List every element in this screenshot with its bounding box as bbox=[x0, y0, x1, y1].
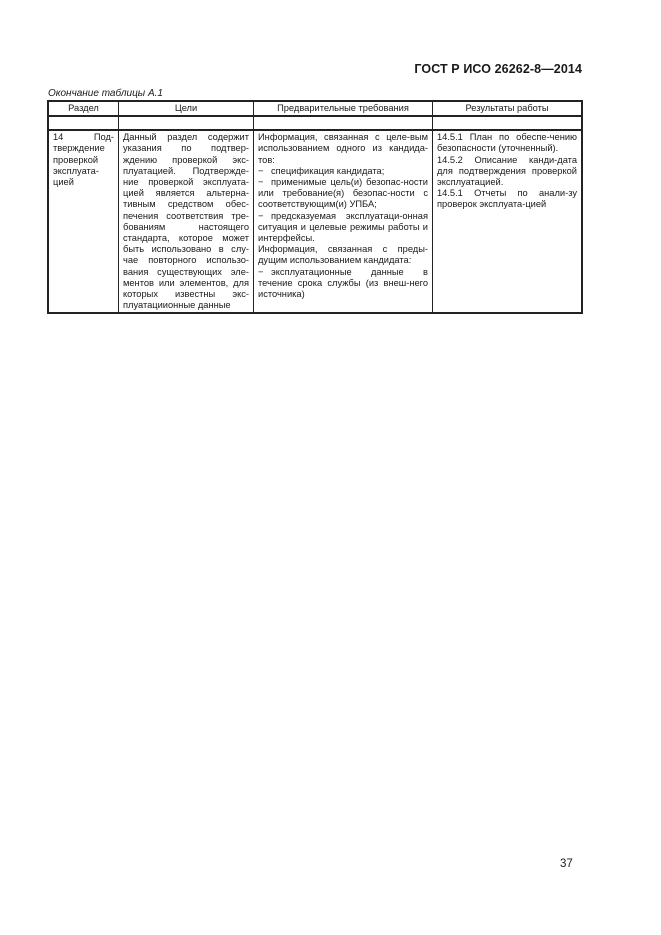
column-header-goals: Цели bbox=[119, 101, 254, 116]
requirements-table bbox=[47, 100, 583, 314]
prereq-item: − применимые цель(и) безопас-ности или требование(я) безопас-ности с соответствующим(и) УПБА; bbox=[258, 177, 428, 210]
cell-results bbox=[433, 130, 583, 313]
result-item: 14.5.1 План по обеспе-чению безопасности (уточненный). bbox=[437, 132, 577, 154]
table-spacer-row bbox=[48, 116, 582, 130]
cell-prerequisites bbox=[254, 130, 433, 313]
standard-designation: ГОСТ Р ИСО 26262-8—2014 bbox=[414, 62, 582, 76]
page-number: 37 bbox=[560, 858, 573, 870]
column-header-results: Результаты работы bbox=[433, 101, 583, 116]
column-header-section: Раздел bbox=[48, 101, 119, 116]
result-item: 14.5.2 Описание канди-дата для подтверждения проверкой эксплуатацией. bbox=[437, 154, 577, 188]
cell-goals: Данный раздел содержит указания по подтвер-ждению проверкой экс-плуатацией. Подтвержде-ние проверкой эксплуата-цией является альтерна-тивным средством обес-печения соответствия тре-бованиям настоящего стандарта, которое может быть использовано в слу-чае повторного использо-вания существующих эле-ментов или элементов, для которых известны экс-плуатациионные данные bbox=[119, 130, 254, 313]
prereq-intro-2: Информация, связанная с преды-дущим использованием кандидата: bbox=[258, 244, 428, 266]
prereq-item: − эксплуатационные данные в течение срока службы (из внеш-него источника) bbox=[258, 266, 428, 300]
prereq-item: − предсказуемая эксплуатаци-онная ситуация и целевые режимы работы и интерфейсы. bbox=[258, 210, 428, 244]
table-caption: Окончание таблицы А.1 bbox=[48, 88, 163, 99]
table-header-row bbox=[48, 101, 582, 116]
prereq-item: − спецификация кандидата; bbox=[258, 165, 385, 176]
column-header-prerequisites: Предварительные требования bbox=[254, 101, 433, 116]
prereq-intro-1: Информация, связанная с целе-вым использованием одного из кандида-тов: bbox=[258, 132, 428, 165]
cell-section: 14 Под-тверждение проверкой эксплуата-цией bbox=[48, 130, 119, 313]
result-item: 14.5.1 Отчеты по анали-зу проверок эксплуата-цией bbox=[437, 188, 577, 210]
table-row bbox=[48, 130, 582, 313]
